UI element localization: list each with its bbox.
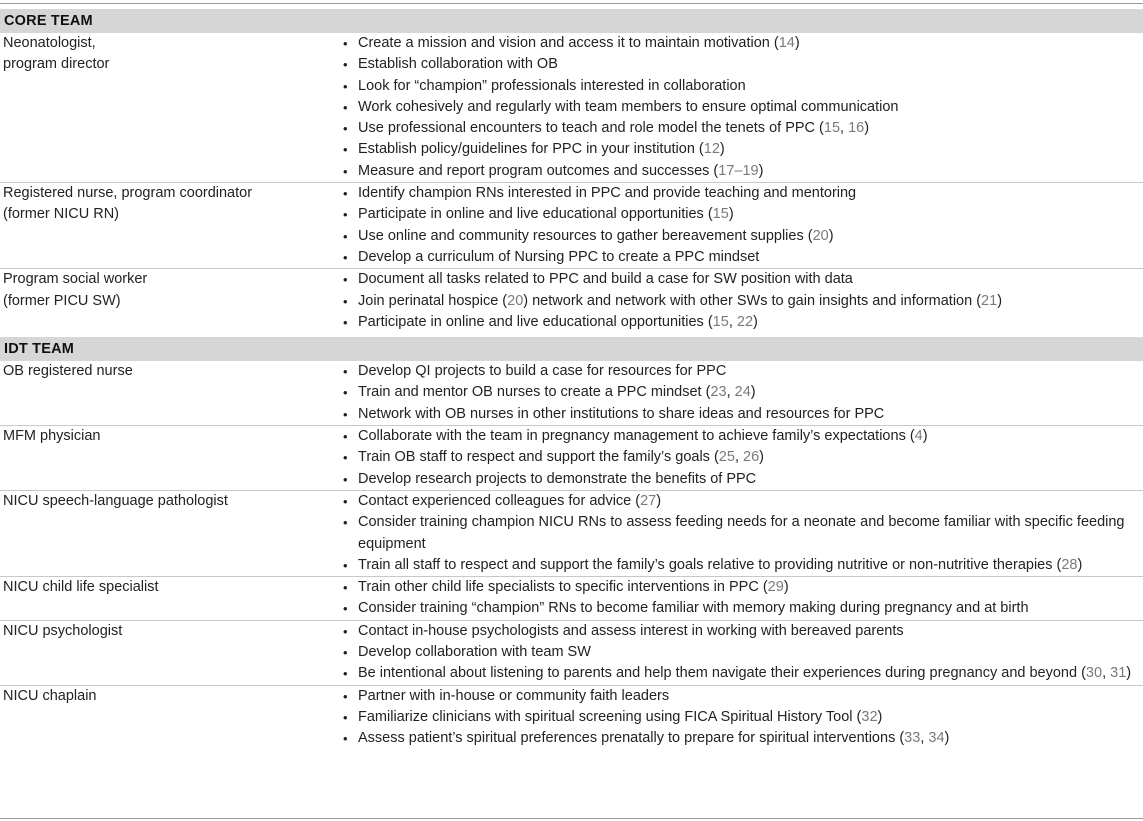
citation-link[interactable]: 15 (712, 313, 729, 330)
list-item (342, 621, 1143, 642)
item-text: ) (1126, 665, 1132, 682)
citation-link[interactable]: 15 (823, 120, 841, 137)
bullet-icon: • (343, 78, 348, 94)
item-text: ) (794, 35, 800, 51)
item-text: ) (997, 292, 1003, 309)
table-row (0, 361, 1143, 425)
item-text: ) (719, 141, 725, 158)
citation-link[interactable]: 4 (914, 428, 923, 445)
list-item (342, 469, 1143, 490)
citation-link[interactable]: 17–19 (718, 162, 759, 179)
role-cell (0, 686, 342, 750)
list-item (342, 312, 1143, 333)
item-text: Establish policy/guidelines for PPC in your institution ( (358, 141, 704, 158)
citation-link[interactable]: 12 (703, 141, 720, 158)
item-text: Document all tasks related to PPC and build a case for SW position with data (358, 271, 853, 288)
item-text: , (840, 120, 849, 137)
list-item (342, 76, 1143, 97)
bullet-icon: • (343, 385, 348, 401)
citation-link[interactable]: 28 (1061, 556, 1078, 573)
citation-link[interactable]: 24 (734, 384, 751, 401)
bullet-icon: • (343, 293, 348, 309)
strategy-list (342, 491, 1143, 576)
strategy-list (342, 686, 1143, 750)
item-text: ) (922, 428, 928, 445)
bullet-icon: • (343, 228, 348, 244)
citation-link[interactable]: 26 (743, 449, 760, 466)
citation-link[interactable]: 32 (861, 708, 878, 725)
role-line: NICU child life specialist (3, 579, 159, 596)
role-line: NICU chaplain (3, 687, 97, 704)
citation-link[interactable]: 14 (778, 35, 795, 51)
item-text: , (728, 313, 737, 330)
list-item (342, 577, 1143, 598)
table-row (0, 685, 1143, 750)
list-item (342, 382, 1143, 403)
list-item (342, 663, 1143, 684)
citation-link[interactable]: 20 (812, 227, 829, 244)
section-header: CORE TEAM (0, 9, 1143, 33)
item-text: Train all staff to respect and support the family’s goals relative to providing nutritive or non-nutritive therapies ( (358, 556, 1062, 573)
list-item (342, 491, 1143, 512)
strategy-list (342, 183, 1143, 268)
item-text: Participate in online and live educational opportunities ( (358, 313, 713, 330)
item-text: ) (944, 730, 950, 747)
list-item (342, 512, 1143, 555)
item-text: Collaborate with the team in pregnancy management to achieve family’s expectations ( (358, 428, 915, 445)
item-text: ) (828, 227, 834, 244)
bullet-icon: • (343, 688, 348, 704)
item-text: Develop research projects to demonstrate the benefits of PPC (358, 470, 757, 487)
strategy-list (342, 621, 1143, 685)
role-line: Program social worker (3, 271, 148, 288)
item-text: ) (750, 384, 756, 401)
list-item (342, 291, 1143, 312)
item-text: ) (864, 120, 870, 137)
citation-link[interactable]: 16 (848, 120, 865, 137)
item-text: Measure and report program outcomes and successes ( (358, 162, 719, 179)
bullet-icon: • (343, 314, 348, 330)
item-text: Assess patient’s spiritual preferences prenatally to prepare for spiritual interventions ( (358, 730, 905, 747)
item-text: Train other child life specialists to specific interventions in PPC ( (358, 579, 768, 596)
list-item (342, 161, 1143, 182)
bullet-icon: • (343, 99, 348, 115)
list-item (342, 97, 1143, 118)
item-text: Contact in-house psychologists and assess interest in working with bereaved parents (358, 622, 904, 639)
role-line: OB registered nurse (3, 363, 133, 380)
bullet-icon: • (343, 557, 348, 573)
list-item (342, 118, 1143, 139)
item-text: Contact experienced colleagues for advice ( (358, 492, 641, 509)
table-row (0, 620, 1143, 685)
top-rule (0, 3, 1143, 4)
bullet-icon: • (343, 406, 348, 422)
role-cell (0, 183, 342, 268)
role-line: (former PICU SW) (3, 292, 121, 309)
list-item (342, 642, 1143, 663)
citation-link[interactable]: 15 (712, 206, 729, 223)
list-item (342, 426, 1143, 447)
citation-link[interactable]: 21 (981, 292, 998, 309)
table-row (0, 268, 1143, 333)
list-item (342, 183, 1143, 204)
item-text: Develop a curriculum of Nursing PPC to create a PPC mindset (358, 248, 760, 265)
item-text: Identify champion RNs interested in PPC and provide teaching and mentoring (358, 185, 857, 202)
bullet-icon: • (343, 709, 348, 725)
team-table (0, 9, 1143, 750)
list-item (342, 686, 1143, 707)
item-text: Consider training champion NICU RNs to assess feeding needs for a neonate and become familiar with specific feeding equipment (358, 514, 1125, 552)
item-text: Use online and community resources to gather bereavement supplies ( (358, 227, 813, 244)
bullet-icon: • (343, 450, 348, 466)
role-cell (0, 621, 342, 685)
citation-link[interactable]: 34 (928, 730, 945, 747)
citation-link[interactable]: 22 (736, 313, 754, 330)
bullet-icon: • (343, 186, 348, 202)
citation-link[interactable]: 25 (718, 449, 735, 466)
role-cell (0, 33, 342, 182)
item-text: ) (759, 449, 764, 466)
citation-link[interactable]: 31 (1110, 665, 1127, 682)
strategy-list (342, 426, 1143, 490)
list-item (342, 54, 1143, 75)
bullet-icon: • (343, 493, 348, 509)
item-text: , (1102, 665, 1111, 682)
list-item (342, 33, 1143, 54)
strategy-list (342, 577, 1143, 620)
role-line: NICU psychologist (3, 622, 123, 639)
item-text: ) (753, 313, 758, 330)
list-item (342, 404, 1143, 425)
item-text: Develop collaboration with team SW (358, 644, 591, 661)
bottom-rule (0, 818, 1143, 819)
bullet-icon: • (343, 142, 348, 158)
bullet-icon: • (343, 163, 348, 179)
list-item (342, 707, 1143, 728)
item-text: Work cohesively and regularly with team members to ensure optimal communication (358, 98, 899, 115)
strategy-list (342, 269, 1143, 333)
role-line: program director (3, 56, 110, 73)
bullet-icon: • (343, 601, 348, 617)
item-text: ) (1077, 556, 1083, 573)
item-text: Participate in online and live educational opportunities ( (358, 206, 713, 223)
citation-link[interactable]: 30 (1085, 665, 1103, 682)
item-text: Familiarize clinicians with spiritual screening using FICA Spiritual History Tool ( (358, 708, 862, 725)
role-line: Registered nurse, program coordinator (3, 185, 253, 202)
role-line: NICU speech-language pathologist (3, 492, 228, 509)
section-header: IDT TEAM (0, 337, 1143, 361)
item-text: Develop QI projects to build a case for resources for PPC (358, 363, 727, 380)
role-line: MFM physician (3, 428, 101, 445)
bullet-icon: • (343, 471, 348, 487)
item-text: Establish collaboration with OB (358, 56, 558, 73)
strategy-list (342, 33, 1143, 182)
strategy-list (342, 361, 1143, 425)
list-item (342, 728, 1143, 749)
bullet-icon: • (343, 645, 348, 661)
item-text: ) (783, 579, 789, 596)
item-text: ) (877, 708, 883, 725)
list-item (342, 204, 1143, 225)
item-text: , (726, 384, 735, 401)
role-cell (0, 577, 342, 620)
list-item (342, 447, 1143, 468)
item-text: ) (758, 162, 764, 179)
bullet-icon: • (343, 36, 348, 51)
bullet-icon: • (343, 249, 348, 265)
table-row (0, 182, 1143, 268)
bullet-icon: • (343, 666, 348, 682)
bullet-icon: • (343, 429, 348, 445)
citation-link[interactable]: 20 (507, 292, 524, 309)
list-item (342, 226, 1143, 247)
bullet-icon: • (343, 364, 348, 380)
item-text: Network with OB nurses in other institutions to share ideas and resources for PPC (358, 405, 885, 422)
bullet-icon: • (343, 272, 348, 288)
item-text: , (920, 730, 929, 747)
citation-link[interactable]: 27 (640, 492, 657, 509)
table-row (0, 425, 1143, 490)
item-text: , (734, 449, 743, 466)
item-text: Look for “champion” professionals interested in collaboration (358, 77, 746, 94)
role-line: (former NICU RN) (3, 206, 119, 223)
citation-link[interactable]: 23 (710, 384, 727, 401)
list-item (342, 139, 1143, 160)
bullet-icon: • (343, 515, 348, 531)
role-line: Neonatologist, (3, 35, 96, 51)
list-item (342, 598, 1143, 619)
role-cell (0, 361, 342, 425)
item-text: Create a mission and vision and access it to maintain motivation ( (358, 35, 779, 51)
list-item (342, 555, 1143, 576)
citation-link[interactable]: 29 (767, 579, 784, 596)
list-item (342, 269, 1143, 290)
bullet-icon: • (343, 623, 348, 639)
citation-link[interactable]: 33 (904, 730, 921, 747)
bullet-icon: • (343, 207, 348, 223)
bullet-icon: • (343, 121, 348, 137)
role-cell (0, 491, 342, 576)
bullet-icon: • (343, 57, 348, 73)
table-row (0, 33, 1143, 182)
bullet-icon: • (343, 731, 348, 747)
item-text: Consider training “champion” RNs to become familiar with memory making during pregnancy and at birth (358, 600, 1029, 617)
item-text: Use professional encounters to teach and role model the tenets of PPC ( (358, 120, 824, 137)
item-text: Join perinatal hospice ( (358, 292, 508, 309)
list-item (342, 247, 1143, 268)
table-row (0, 490, 1143, 576)
item-text: ) (656, 492, 662, 509)
item-text: Partner with in-house or community faith leaders (358, 687, 670, 704)
list-item (342, 361, 1143, 382)
item-text: Train OB staff to respect and support the family’s goals ( (358, 449, 719, 466)
table-row (0, 576, 1143, 620)
item-text: ) (728, 206, 734, 223)
role-cell (0, 269, 342, 333)
item-text: ) network and network with other SWs to gain insights and information ( (523, 292, 982, 309)
item-text: Train and mentor OB nurses to create a PPC mindset ( (358, 384, 711, 401)
bullet-icon: • (343, 580, 348, 596)
item-text: Be intentional about listening to parents and help them navigate their experiences during pregnancy and beyond ( (358, 665, 1086, 682)
role-cell (0, 426, 342, 490)
